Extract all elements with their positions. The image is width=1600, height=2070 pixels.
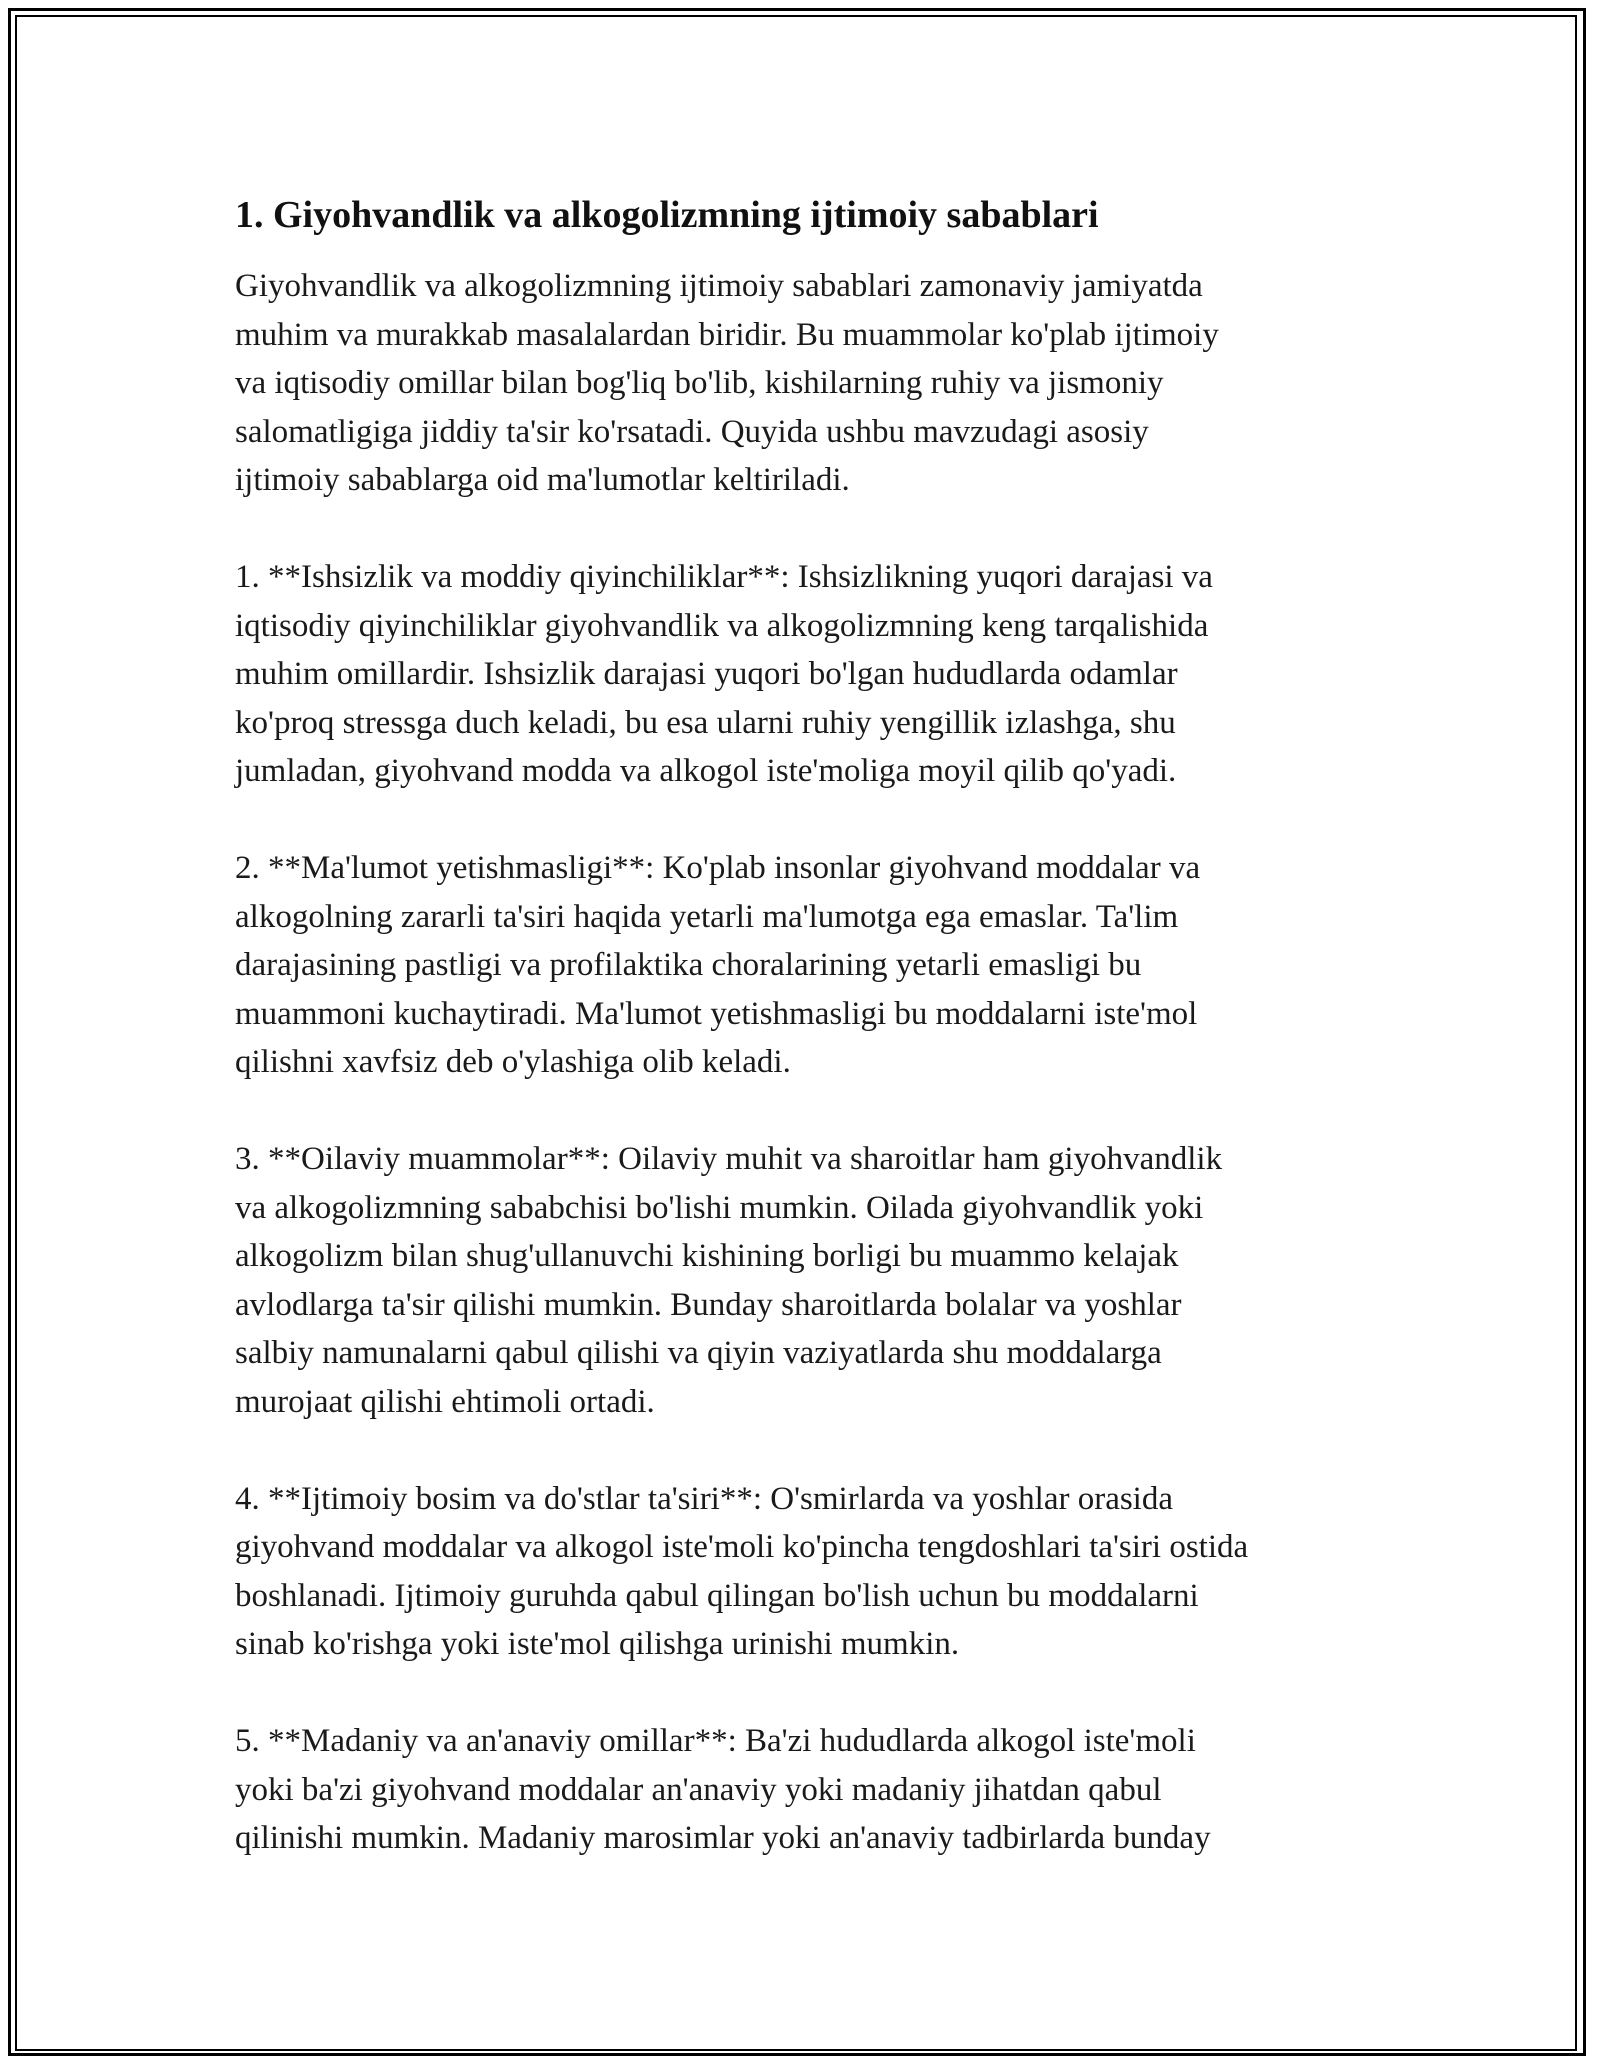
paragraph-intro: Giyohvandlik va alkogolizmning ijtimoiy sabablari zamonaviy jamiyatda muhim va murakkab masalalardan biridir. Bu muammolar ko'plab ijtimoiy va iqtisodiy omillar bilan bog'liq bo'lib, kishilarning ruhiy va jismoniy salomatligiga jiddiy ta'sir ko'rsatadi. Quyida ushbu mavzudagi asosiy ijtimoiy sabablarga oid ma'lumotlar keltiriladi. bbox=[235, 268, 1219, 498]
paragraph-item-5: 5. **Madaniy va an'anaviy omillar**: Ba'zi hududlarda alkogol iste'moli yoki ba'zi giyohvand moddalar an'anaviy yoki madaniy jihatdan qabul qilinishi mumkin. Madaniy marosimlar yoki an'anaviy tadbirlarda bunday bbox=[235, 1723, 1211, 1856]
document-title: 1. Giyohvandlik va alkogolizmning ijtimoiy sabablari bbox=[235, 194, 1099, 236]
paragraph-item-4: 4. **Ijtimoiy bosim va do'stlar ta'siri**: O'smirlarda va yoshlar orasida giyohvand moddalar va alkogol iste'moli ko'pincha tengdoshlari ta'siri ostida boshlanadi. Ijtimoiy guruhda qabul qilingan bo'lish uchun bu moddalarni sinab ko'rishga yoki iste'mol qilishga urinishi mumkin. bbox=[235, 1480, 1249, 1662]
document-body bbox=[235, 188, 1370, 1911]
paragraph-item-1: 1. **Ishsizlik va moddiy qiyinchiliklar**: Ishsizlikning yuqori darajasi va iqtisodiy qiyinchiliklar giyohvandlik va alkogolizmning keng tarqalishida muhim omillardir. Ishsizlik darajasi yuqori bo'lgan hududlarda odamlar ko'proq stressga duch keladi, bu esa ularni ruhiy yengillik izlashga, shu jumladan, giyohvand modda va alkogol iste'moliga moyil qilib qo'yadi. bbox=[235, 559, 1213, 789]
paragraph-item-3: 3. **Oilaviy muammolar**: Oilaviy muhit va sharoitlar ham giyohvandlik va alkogolizmning sababchisi bo'lishi mumkin. Oilada giyohvandlik yoki alkogolizm bilan shug'ullanuvchi kishining borligi bu muammo kelajak avlodlarga ta'sir qilishi mumkin. Bunday sharoitlarda bolalar va yoshlar salbiy namunalarni qabul qilishi va qiyin vaziyatlarda shu moddalarga murojaat qilishi ehtimoli ortadi. bbox=[235, 1141, 1223, 1420]
paragraph-item-2: 2. **Ma'lumot yetishmasligi**: Ko'plab insonlar giyohvand moddalar va alkogolning zararli ta'siri haqida yetarli ma'lumotga ega emaslar. Ta'lim darajasining pastligi va profilaktika choralarining yetarli emasligi bu muammoni kuchaytiradi. Ma'lumot yetishmasligi bu moddalarni iste'mol qilishni xavfsiz deb o'ylashiga olib keladi. bbox=[235, 850, 1201, 1080]
